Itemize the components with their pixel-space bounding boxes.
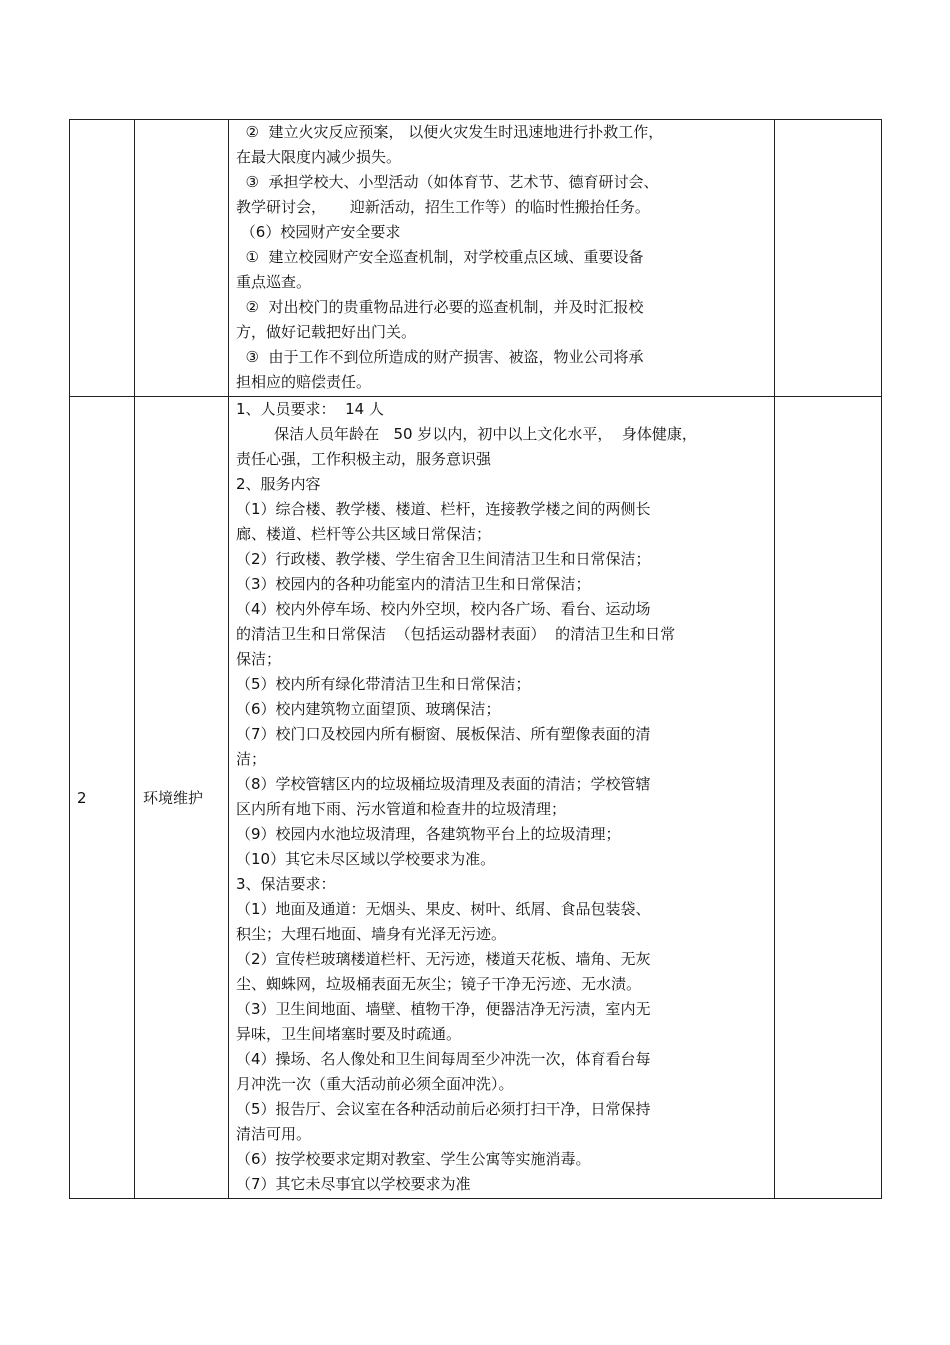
content-line: 重点巡查。	[236, 273, 312, 291]
content-line: 担相应的赔偿责任。	[236, 373, 372, 391]
content-line: 尘、蜘蛛网，垃圾桶表面无灰尘；镜子干净无污迹、无水渍。	[236, 975, 642, 993]
content-line: （8）学校管辖区内的垃圾桶垃圾清理及表面的清洁；学校管辖	[236, 775, 651, 793]
remarks-cell	[775, 397, 882, 1199]
table-row	[70, 397, 882, 1199]
row-number-cell	[70, 120, 135, 397]
content-line: 清洁可用。	[236, 1125, 312, 1143]
content-line: 教学研讨会， 迎新活动，招生工作等）的临时性搬抬任务。	[236, 198, 650, 216]
content-line: 月冲洗一次（重大活动前必须全面冲洗）。	[236, 1075, 514, 1093]
remarks-cell	[775, 120, 882, 397]
content-line: 1、人员要求： 14 人	[236, 400, 384, 418]
content-line: 洁；	[236, 750, 267, 768]
content-cell	[229, 397, 775, 1199]
content-line: （6）校内建筑物立面望顶、玻璃保洁；	[236, 700, 501, 718]
row-number: 2	[77, 788, 87, 807]
content-line: 廊、楼道、栏杆等公共区域日常保洁；	[236, 525, 492, 543]
content-line: （4）操场、名人像处和卫生间每周至少冲洗一次，体育看台每	[236, 1050, 651, 1068]
content-line: 责任心强，工作积极主动，服务意识强	[236, 450, 492, 468]
category-cell	[135, 397, 229, 1199]
category-cell	[135, 120, 229, 397]
category-label: 环境维护	[143, 789, 204, 807]
content-line: 区内所有地下雨、污水管道和检查井的垃圾清理；	[236, 800, 567, 818]
content-line: （3）卫生间地面、墙壁、植物干净，便器洁净无污渍，室内无	[236, 1000, 651, 1018]
content-line: ① 建立校园财产安全巡查机制，对学校重点区域、重要设备	[236, 248, 644, 266]
content-cell	[229, 120, 775, 397]
content-line: 2、服务内容	[236, 475, 321, 493]
table-row	[70, 120, 882, 397]
content-line: ③ 由于工作不到位所造成的财产损害、被盗，物业公司将承	[236, 348, 644, 366]
content-line: （2）行政楼、教学楼、学生宿舍卫生间清洁卫生和日常保洁；	[236, 550, 651, 568]
content-line: 在最大限度内减少损失。	[236, 148, 402, 166]
content-line: 保洁人员年龄在 50 岁以内，初中以上文化水平， 身体健康，	[236, 425, 697, 443]
table-body	[70, 120, 882, 1199]
content-line: （7）校门口及校园内所有橱窗、展板保洁、所有塑像表面的清	[236, 725, 651, 743]
content-line: （5）报告厅、会议室在各种活动前后必须打扫干净，日常保持	[236, 1100, 651, 1118]
content-line: （10）其它未尽区域以学校要求为准。	[236, 850, 496, 868]
requirements-table	[69, 119, 882, 1199]
content-line: ③ 承担学校大、小型活动（如体育节、艺术节、德育研讨会、	[236, 173, 659, 191]
content-line: 积尘；大理石地面、墙身有光泽无污迹。	[236, 925, 507, 943]
content-line: （6）校园财产安全要求	[236, 223, 401, 241]
content-line: 方，做好记载把好出门关。	[236, 323, 417, 341]
content-line: ② 对出校门的贵重物品进行必要的巡查机制，并及时汇报校	[236, 298, 644, 316]
content-line: 的清洁卫生和日常保洁 （包括运动器材表面） 的清洁卫生和日常	[236, 625, 676, 643]
content-line: （2）宣传栏玻璃楼道栏杆、无污迹，楼道天花板、墙角、无灰	[236, 950, 651, 968]
content-line: ② 建立火灾反应预案， 以便火灾发生时迅速地进行扑救工作，	[236, 123, 664, 141]
content-line: 保洁；	[236, 650, 282, 668]
content-line: （1）综合楼、教学楼、楼道、栏杆，连接教学楼之间的两侧长	[236, 500, 651, 518]
content-line: （6）按学校要求定期对教室、学生公寓等实施消毒。	[236, 1150, 591, 1168]
content-line: 异味，卫生间堵塞时要及时疏通。	[236, 1025, 462, 1043]
content-line: （7）其它未尽事宜以学校要求为准	[236, 1175, 471, 1193]
content-line: （3）校园内的各种功能室内的清洁卫生和日常保洁；	[236, 575, 591, 593]
row-number-cell	[70, 397, 135, 1199]
content-line: （1）地面及通道：无烟头、果皮、树叶、纸屑、食品包装袋、	[236, 900, 651, 918]
content-line: （4）校内外停车场、校内外空坝，校内各广场、看台、运动场	[236, 600, 651, 618]
content-line: 3、保洁要求：	[236, 875, 336, 893]
content-line: （9）校园内水池垃圾清理，各建筑物平台上的垃圾清理；	[236, 825, 621, 843]
content-line: （5）校内所有绿化带清洁卫生和日常保洁；	[236, 675, 531, 693]
